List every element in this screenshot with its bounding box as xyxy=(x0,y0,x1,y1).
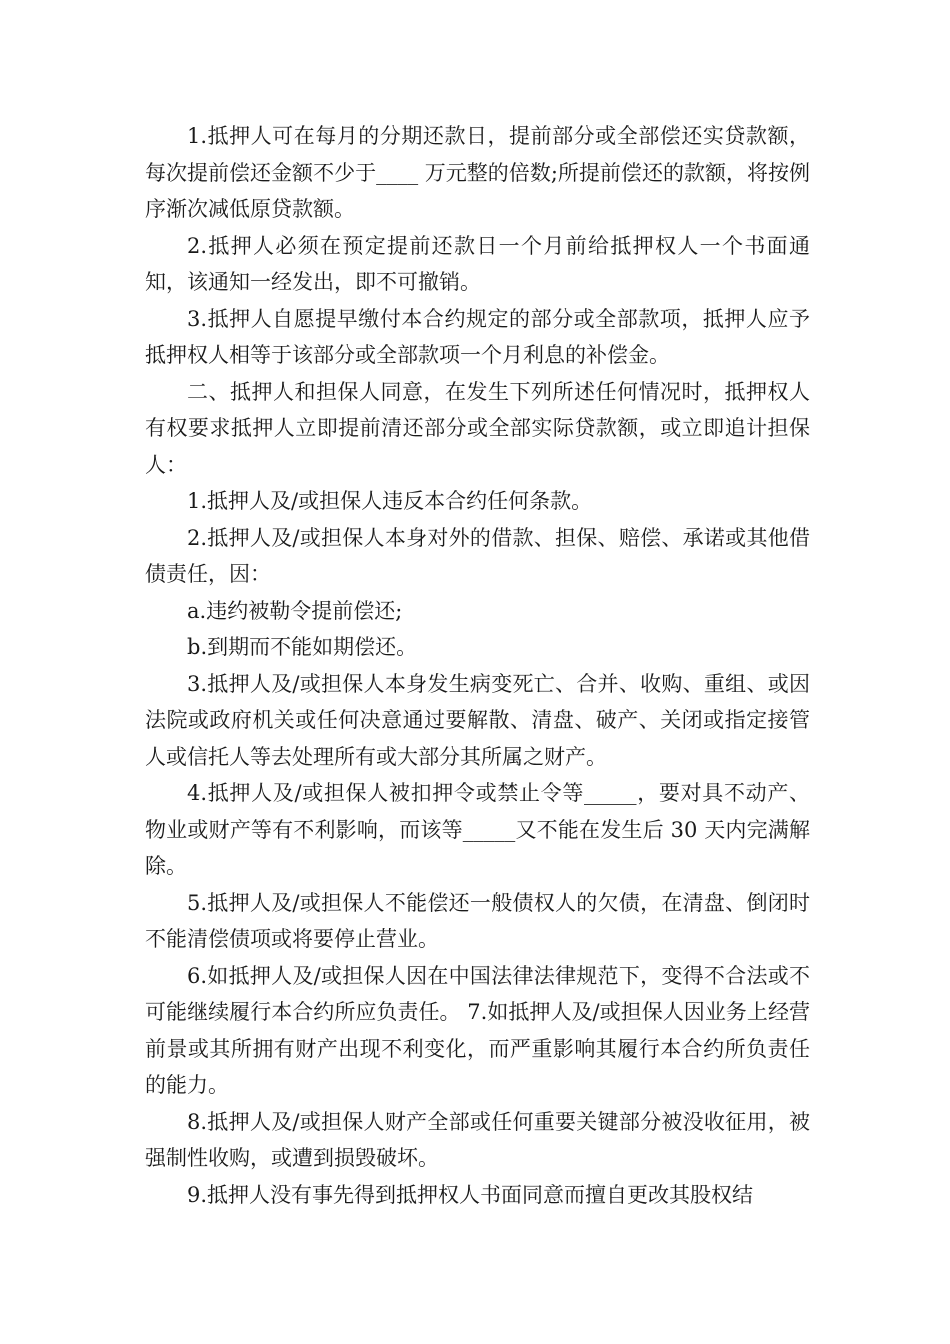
paragraph-13: 8.抵押人及/或担保人财产全部或任何重要关键部分被没收征用，被强制性收购，或遭到损毁破坏。 xyxy=(145,1109,810,1170)
document-body xyxy=(145,118,810,1213)
paragraph-9: 3.抵押人及/或担保人本身发生病变死亡、合并、收购、重组、或因法院或政府机关或任何决意通过要解散、清盘、破产、关闭或指定接管人或信托人等去处理所有或大部分其所属之财产。 xyxy=(145,671,810,769)
paragraph-2: 2.抵押人必须在预定提前还款日一个月前给抵押权人一个书面通知，该通知一经发出，即不可撤销。 xyxy=(145,233,810,294)
paragraph-8: b.到期而不能如期偿还。 xyxy=(187,635,418,659)
paragraph-1: 1.抵押人可在每月的分期还款日，提前部分或全部偿还实贷款额，每次提前偿还金额不少于____ 万元整的倍数;所提前偿还的款额，将按例序渐次减低原贷款额。 xyxy=(145,124,810,221)
paragraph-14: 9.抵押人没有事先得到抵押权人书面同意而擅自更改其股权结 xyxy=(187,1182,754,1207)
paragraph-11: 5.抵押人及/或担保人不能偿还一般债权人的欠债，在清盘、倒闭时不能清偿债项或将要停止营业。 xyxy=(145,890,810,951)
paragraph-5: 1.抵押人及/或担保人违反本合约任何条款。 xyxy=(187,489,593,513)
paragraph-3: 3.抵押人自愿提早缴付本合约规定的部分或全部款项，抵押人应予抵押权人相等于该部分或全部款项一个月利息的补偿金。 xyxy=(145,306,810,367)
paragraph-7: a.违约被勒令提前偿还; xyxy=(187,598,403,623)
paragraph-6: 2.抵押人及/或担保人本身对外的借款、担保、赔偿、承诺或其他借债责任，因： xyxy=(145,525,810,586)
paragraph-12: 6.如抵押人及/或担保人因在中国法律法律规范下，变得不合法或不可能继续履行本合约所应负责任。 7.如抵押人及/或担保人因业务上经营前景或其所拥有财产出现不利变化，而严重影响其履行本合约所负责任的能力。 xyxy=(145,963,810,1097)
paragraph-10: 4.抵押人及/或担保人被扣押令或禁止令等_____，要对具不动产、物业或财产等有不利影响，而该等_____又不能在发生后 30 天内完满解除。 xyxy=(145,781,810,878)
paragraph-4: 二、抵押人和担保人同意，在发生下列所述任何情况时，抵押权人有权要求抵押人立即提前清还部分或全部实际贷款额，或立即追计担保人： xyxy=(145,379,810,477)
